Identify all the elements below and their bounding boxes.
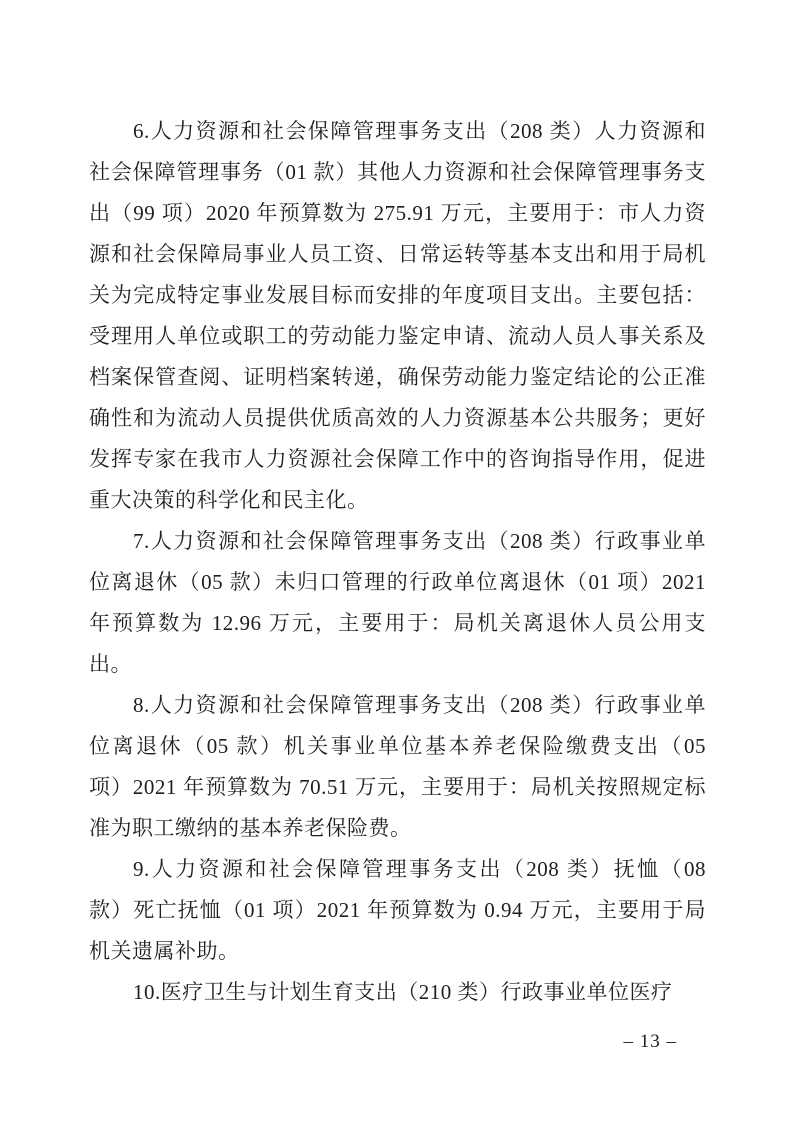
text-line: 10.医疗卫生与计划生育支出（210 类）行政事业单位医疗 [133,980,673,1004]
text-line: 重大决策的科学化和民主化。 [89,488,369,512]
text-line: 6.人力资源和社会保障管理事务支出（208 类）人力资源和 [133,119,706,143]
text-line: 受理用人单位或职工的劳动能力鉴定申请、流动人员人事关系及 [89,324,706,348]
paragraph-budget-item-10 [89,972,706,1013]
text-line: 款）死亡抚恤（01 项）2021 年预算数为 0.94 万元，主要用于局 [89,898,706,922]
text-line: 发挥专家在我市人力资源社会保障工作中的咨询指导作用，促进 [89,447,706,471]
text-line: 8.人力资源和社会保障管理事务支出（208 类）行政事业单 [133,693,706,717]
page-number: – 13 – [623,1031,677,1052]
paragraph-budget-item-7 [89,521,706,685]
text-line: 项）2021 年预算数为 70.51 万元，主要用于：局机关按照规定标 [89,775,706,799]
text-line: 源和社会保障局事业人员工资、日常运转等基本支出和用于局机 [89,242,706,266]
text-line: 出。 [89,652,132,676]
text-line: 7.人力资源和社会保障管理事务支出（208 类）行政事业单 [133,529,706,553]
text-line: 准为职工缴纳的基本养老保险费。 [89,816,412,840]
text-line: 社会保障管理事务（01 款）其他人力资源和社会保障管理事务支 [89,160,706,184]
paragraph-budget-item-9 [89,849,706,972]
text-line: 档案保管查阅、证明档案转递，确保劳动能力鉴定结论的公正准 [89,365,706,389]
text-line: 位离退休（05 款）未归口管理的行政单位离退休（01 项）2021 [89,570,706,594]
paragraph-budget-item-8 [89,685,706,849]
paragraph-budget-item-6 [89,111,706,521]
text-line: 出（99 项）2020 年预算数为 275.91 万元，主要用于：市人力资 [89,201,706,225]
text-line: 机关遗属补助。 [89,939,240,963]
text-line: 年预算数为 12.96 万元，主要用于：局机关离退休人员公用支 [89,611,706,635]
text-line: 位离退休（05 款）机关事业单位基本养老保险缴费支出（05 [89,734,706,758]
text-line: 9.人力资源和社会保障管理事务支出（208 类）抚恤（08 [133,857,706,881]
page-footer [0,1029,793,1055]
text-line: 关为完成特定事业发展目标而安排的年度项目支出。主要包括： [89,283,706,307]
text-line: 确性和为流动人员提供优质高效的人力资源基本公共服务；更好 [89,406,706,430]
